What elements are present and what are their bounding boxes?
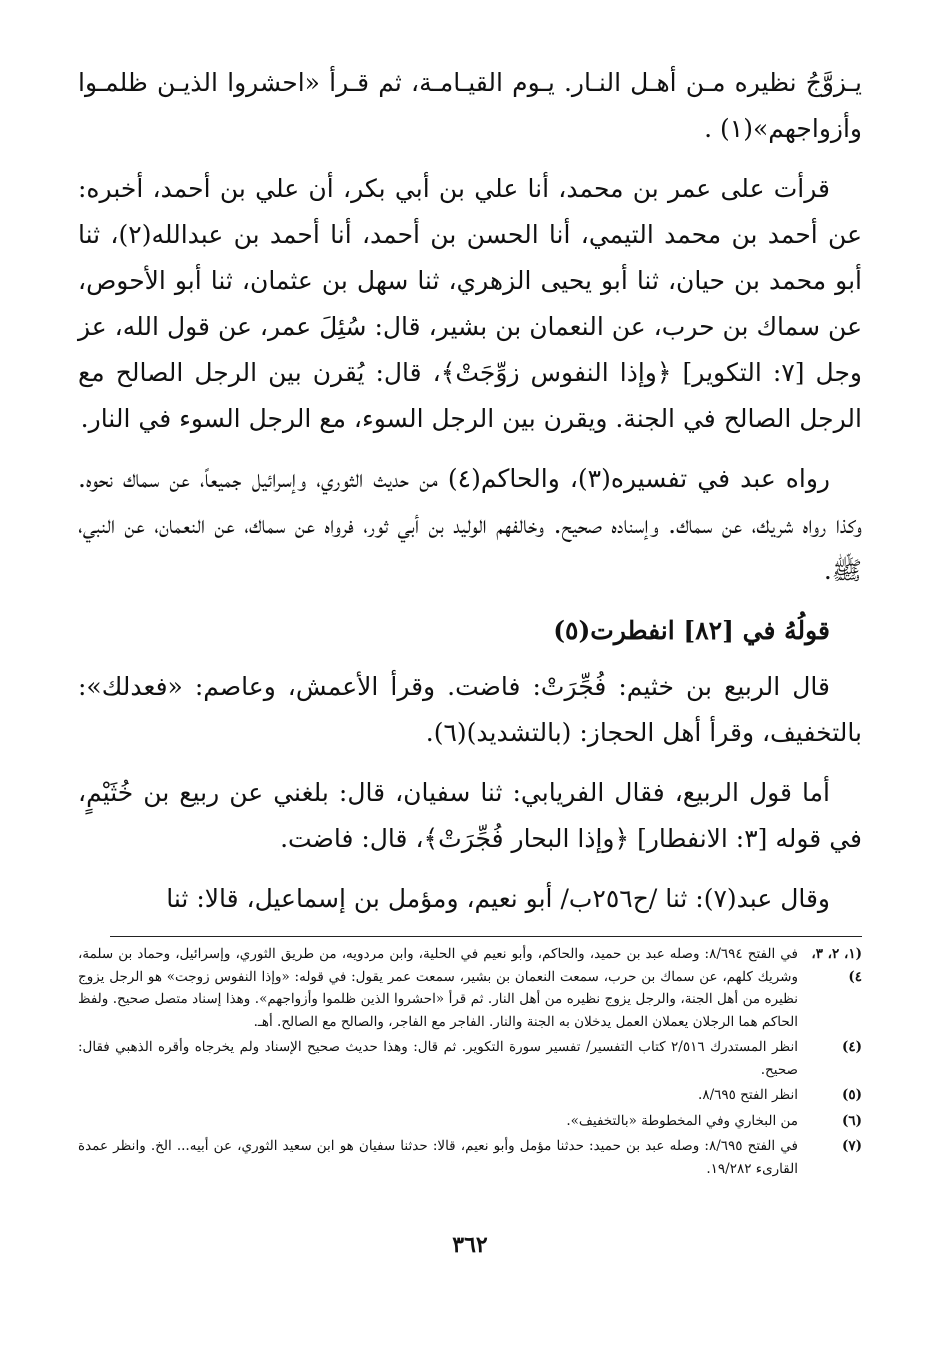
footnote-text: انظر المستدرك ٢/٥١٦ كتاب التفسير/ تفسير سورة التكوير. ثم قال: وهذا حديث صحيح الإسناد ولم يخرجاه وأقره الذهبي فقال: صحيح.: [78, 1039, 798, 1078]
paragraph-2: قرأت على عمر بن محمد، أنا علي بن أبي بكر، أن علي بن أحمد، أخبره: عن أحمد بن محمد التيمي، أنا الحسن بن أحمد، أنا أحمد بن عبدالله(٢)، ثنا أبو محمد بن حيان، ثنا أبو يحيى الزهري، ثنا سهل بن عثمان، ثنا أبو الأحوص، عن سماك بن حرب، عن النعمان بن بشير، قال: سُئِلَ عمر، عن قول الله، عز وجل [٧: التكوير] ﴿وإذا النفوس زوِّجَتْ﴾، قال: يُقرن بين الرجل الصالح مع الرجل الصالح في الجنة. ويقرن بين الرجل السوء، مع الرجل السوء في النار.: [78, 174, 862, 433]
section-heading: قولُهُ في [٨٢] انفطرت(٥): [553, 616, 830, 645]
footnote-item: [78, 1110, 862, 1133]
main-text: [78, 60, 862, 922]
paragraph-5: أما قول الربيع، فقال الفريابي: ثنا سفيان، قال: بلغني عن ربيع بن خُثَيْمٍ، في قوله [٣: الانفطار] ﴿وإذا البحار فُجِّرَتْ﴾، قال: فاضت.: [78, 778, 862, 853]
footnote-item: [78, 1084, 862, 1107]
paragraph-4: قال الربيع بن خثيم: فُجِّرَتْ: فاضت. وقرأ الأعمش، وعاصم: «فعدلك»: بالتخفيف، وقرأ أهل الحجاز: (بالتشديد)(٦).: [78, 672, 862, 747]
footnote-divider: [110, 936, 862, 937]
footnote-number: (٦): [841, 1112, 862, 1129]
footnote-text: في الفتح ٨/٦٩٤: وصله عبد بن حميد، والحاكم، وأبو نعيم في الحلية، وابن مردويه، من طريق الثوري، وإسرائيل، وحماد بن سلمة، وشريك كلهم، عن سماك بن حرب، سمعت النعمان بن بشير، سمعت عمر يقول: في قوله: «وإذا النفوس زوجت» هو الرجل يزوج نظيره من أهل الجنة، والرجل يزوج نظيره من أهل النار. ثم قرأ «احشروا الذين ظلموا وأزواجهم». وهذا إسناد متصل صحيح. ولفظ الحاكم هما الرجلان يعملان العمل يدخلان به الجنة والنار. الفاجر مع الفاجر، والصالح مع الصالح. أهـ.: [78, 946, 798, 1030]
paragraph-6: وقال عبد(٧): ثنا /ح٢٥٦ب/ أبو نعيم، ومؤمل بن إسماعيل، قالا: ثنا: [166, 884, 830, 913]
footnote-text: انظر الفتح ٨/٦٩٥.: [698, 1087, 798, 1103]
paragraph-3: رواه عبد في تفسيره(٣)، والحاكم(٤) من حديث الثوري، وإسرائيل جميعاً، عن سماك نحوه. وكذا رواه شريك، عن سماك. وإسناده صحيح. وخالفهم الوليد بن أبي ثور، فرواه عن سماك، عن النعمان، عن النبي، ﷺ.: [78, 464, 862, 585]
footnote-item: [78, 1036, 862, 1081]
footnote-text: في الفتح ٨/٦٩٥: وصله عبد بن حميد: حدثنا مؤمل وأبو نعيم، قالا: حدثنا سفيان هو ابن سعيد الثوري، عن أبيه... الخ. وانظر عمدة القارىء ١٩/٢٨٢.: [78, 1138, 798, 1177]
footnotes: [78, 943, 862, 1180]
footnote-item: [78, 1135, 862, 1180]
footnote-number: (٧): [841, 1138, 862, 1154]
footnote-number: (٤): [841, 1039, 862, 1055]
paragraph-1: يـزوَّجُ نظيره مـن أهـل النـار. يـوم القيـامـة، ثم قـرأ «احشروا الذيـن ظلمـوا وأزواجهم»(١) .: [78, 68, 862, 143]
footnote-number: (١، ٢، ٣، ٤): [811, 946, 862, 985]
page-number: ٣٦٢: [452, 1232, 488, 1258]
footnote-item: [78, 943, 862, 1033]
footnote-number: (٥): [841, 1087, 862, 1103]
footnote-text: من البخاري وفي المخطوطة «بالتخفيف».: [566, 1112, 798, 1129]
